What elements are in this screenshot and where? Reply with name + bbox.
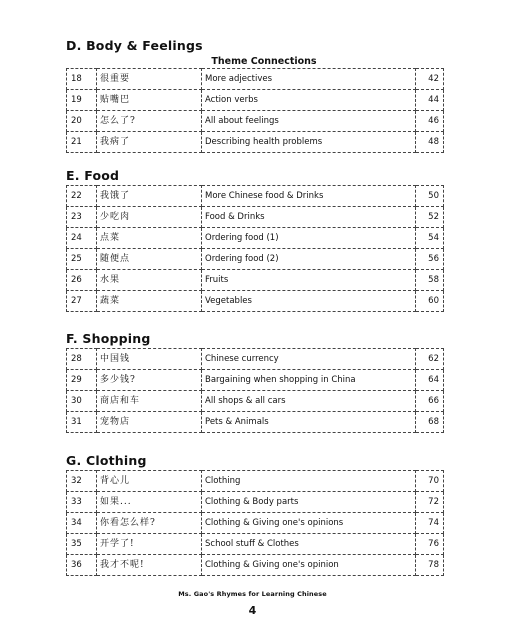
table-row xyxy=(67,391,444,412)
section-body-feelings xyxy=(66,37,444,153)
lesson-number: 36 xyxy=(67,555,97,576)
lesson-topic: More Chinese food & Drinks xyxy=(202,186,416,207)
table-row xyxy=(67,492,444,513)
lesson-page: 52 xyxy=(416,207,444,228)
lesson-number: 32 xyxy=(67,471,97,492)
lesson-chinese-title: 我饿了 xyxy=(97,186,202,207)
table-row xyxy=(67,111,444,132)
lesson-number: 23 xyxy=(67,207,97,228)
lesson-chinese-title: 中国钱 xyxy=(97,349,202,370)
lesson-topic: All about feelings xyxy=(202,111,416,132)
lesson-chinese-title: 很重要 xyxy=(97,69,202,90)
lesson-page: 54 xyxy=(416,228,444,249)
lesson-topic: Vegetables xyxy=(202,291,416,312)
lesson-page: 64 xyxy=(416,370,444,391)
lesson-chinese-title: 我病了 xyxy=(97,132,202,153)
table-row xyxy=(67,349,444,370)
lesson-topic: More adjectives xyxy=(202,69,416,90)
table-row xyxy=(67,207,444,228)
lesson-topic: Clothing & Giving one's opinion xyxy=(202,555,416,576)
lesson-page: 66 xyxy=(416,391,444,412)
lesson-chinese-title: 多少钱? xyxy=(97,370,202,391)
section-title: D. Body & Feelings xyxy=(66,38,203,53)
lesson-table xyxy=(66,185,444,312)
lesson-number: 33 xyxy=(67,492,97,513)
lesson-topic: Clothing & Giving one's opinions xyxy=(202,513,416,534)
lesson-topic: Chinese currency xyxy=(202,349,416,370)
table-row xyxy=(67,291,444,312)
footer-book-title: Ms. Gao's Rhymes for Learning Chinese xyxy=(178,590,327,598)
section-shopping xyxy=(66,330,444,433)
table-row xyxy=(67,471,444,492)
lesson-page: 72 xyxy=(416,492,444,513)
lesson-number: 20 xyxy=(67,111,97,132)
lesson-number: 29 xyxy=(67,370,97,391)
section-food xyxy=(66,167,444,312)
lesson-chinese-title: 宠物店 xyxy=(97,412,202,433)
table-row xyxy=(67,69,444,90)
lesson-topic: Clothing xyxy=(202,471,416,492)
table-row xyxy=(67,412,444,433)
lesson-page: 58 xyxy=(416,270,444,291)
section-clothing xyxy=(66,452,444,576)
lesson-page: 50 xyxy=(416,186,444,207)
lesson-topic: Fruits xyxy=(202,270,416,291)
table-row xyxy=(67,370,444,391)
lesson-chinese-title: 点菜 xyxy=(97,228,202,249)
table-row xyxy=(67,228,444,249)
lesson-chinese-title: 怎么了? xyxy=(97,111,202,132)
lesson-page: 68 xyxy=(416,412,444,433)
lesson-page: 44 xyxy=(416,90,444,111)
lesson-chinese-title: 水果 xyxy=(97,270,202,291)
lesson-number: 19 xyxy=(67,90,97,111)
lesson-topic: Food & Drinks xyxy=(202,207,416,228)
page-number: 4 xyxy=(248,604,257,617)
lesson-topic: Ordering food (2) xyxy=(202,249,416,270)
table-row xyxy=(67,513,444,534)
lesson-number: 22 xyxy=(67,186,97,207)
section-title: G. Clothing xyxy=(66,453,147,468)
lesson-number: 27 xyxy=(67,291,97,312)
lesson-page: 56 xyxy=(416,249,444,270)
lesson-topic: Pets & Animals xyxy=(202,412,416,433)
lesson-chinese-title: 如果... xyxy=(97,492,202,513)
lesson-topic: Ordering food (1) xyxy=(202,228,416,249)
lesson-number: 24 xyxy=(67,228,97,249)
theme-connections-heading: Theme Connections xyxy=(211,56,317,67)
lesson-chinese-title: 你看怎么样? xyxy=(97,513,202,534)
table-row xyxy=(67,555,444,576)
table-row xyxy=(67,186,444,207)
lesson-table xyxy=(66,348,444,433)
table-row xyxy=(67,132,444,153)
lesson-number: 31 xyxy=(67,412,97,433)
lesson-page: 60 xyxy=(416,291,444,312)
lesson-topic: Bargaining when shopping in China xyxy=(202,370,416,391)
lesson-chinese-title: 贴嘴巴 xyxy=(97,90,202,111)
lesson-chinese-title: 随便点 xyxy=(97,249,202,270)
lesson-page: 78 xyxy=(416,555,444,576)
table-row xyxy=(67,90,444,111)
lesson-page: 42 xyxy=(416,69,444,90)
lesson-number: 34 xyxy=(67,513,97,534)
lesson-chinese-title: 背心儿 xyxy=(97,471,202,492)
section-title: F. Shopping xyxy=(66,331,151,346)
lesson-chinese-title: 商店和车 xyxy=(97,391,202,412)
table-row xyxy=(67,249,444,270)
lesson-number: 21 xyxy=(67,132,97,153)
lesson-page: 70 xyxy=(416,471,444,492)
lesson-number: 30 xyxy=(67,391,97,412)
table-row xyxy=(67,270,444,291)
lesson-table xyxy=(66,470,444,576)
lesson-topic: School stuff & Clothes xyxy=(202,534,416,555)
lesson-chinese-title: 蔬菜 xyxy=(97,291,202,312)
lesson-chinese-title: 少吃肉 xyxy=(97,207,202,228)
lesson-number: 25 xyxy=(67,249,97,270)
lesson-page: 48 xyxy=(416,132,444,153)
lesson-number: 26 xyxy=(67,270,97,291)
table-row xyxy=(67,534,444,555)
lesson-topic: Clothing & Body parts xyxy=(202,492,416,513)
lesson-topic: Describing health problems xyxy=(202,132,416,153)
lesson-number: 18 xyxy=(67,69,97,90)
lesson-topic: All shops & all cars xyxy=(202,391,416,412)
lesson-chinese-title: 我才不呢! xyxy=(97,555,202,576)
lesson-chinese-title: 开学了! xyxy=(97,534,202,555)
lesson-number: 28 xyxy=(67,349,97,370)
lesson-table xyxy=(66,68,444,153)
lesson-topic: Action verbs xyxy=(202,90,416,111)
lesson-number: 35 xyxy=(67,534,97,555)
lesson-page: 46 xyxy=(416,111,444,132)
lesson-page: 62 xyxy=(416,349,444,370)
section-title: E. Food xyxy=(66,168,120,183)
lesson-page: 76 xyxy=(416,534,444,555)
lesson-page: 74 xyxy=(416,513,444,534)
